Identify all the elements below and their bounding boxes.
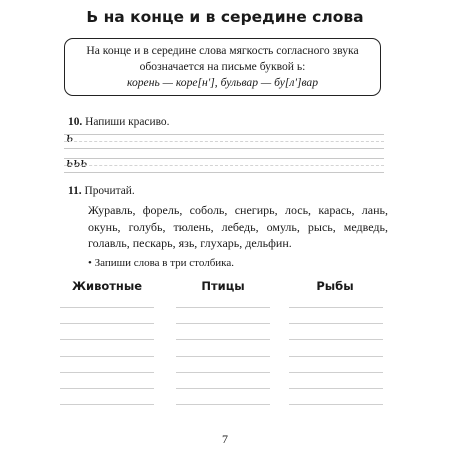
answer-line [289, 388, 383, 389]
answer-line [176, 323, 270, 324]
column-header-animals: Животные [71, 279, 143, 293]
writing-midline [64, 165, 384, 166]
page-title: Ь на конце и в середине слова [86, 8, 364, 26]
column-header-birds: Птицы [201, 279, 245, 293]
writing-line [64, 158, 384, 159]
answer-line [60, 307, 154, 308]
answer-line [289, 323, 383, 324]
rule-line-2: обозначается на письме буквой ь: [139, 60, 306, 73]
page-number: 7 [222, 432, 228, 446]
writing-line [64, 172, 384, 173]
rule-line-1: На конце и в середине слова мягкость согласного звука [86, 44, 359, 57]
column-header-fish: Рыбы [316, 279, 354, 293]
answer-line [60, 323, 154, 324]
answer-line [60, 388, 154, 389]
writing-line [64, 134, 384, 135]
answer-line [289, 339, 383, 340]
answer-line [176, 372, 270, 373]
answer-line [289, 356, 383, 357]
answer-line [176, 307, 270, 308]
handwriting-sample-1: ь [66, 131, 74, 146]
rule-box [64, 38, 381, 96]
task-11-heading [68, 185, 135, 197]
answer-line [289, 372, 383, 373]
task-10-heading [68, 116, 169, 128]
answer-line [176, 339, 270, 340]
rule-examples: корень — коре[н'], бульвар — бу[л']вар [126, 76, 319, 89]
reading-text: Журавль, форель, соболь, снегирь, лось, карась, лань, окунь, голубь, тюлень, лебедь, омуль, рысь, медведь, голавль, пескарь, язь, глухарь, дельфин. [88, 203, 388, 250]
task-11-number: 11. [68, 185, 82, 197]
answer-line [289, 307, 383, 308]
answer-line [60, 356, 154, 357]
answer-line [289, 404, 383, 405]
writing-line [64, 148, 384, 149]
answer-line [60, 404, 154, 405]
task-10-number: 10. [68, 116, 83, 128]
answer-line [176, 356, 270, 357]
answer-line [176, 388, 270, 389]
writing-midline [64, 141, 384, 142]
answer-line [60, 339, 154, 340]
handwriting-sample-2: ььь [66, 156, 88, 171]
task-11-instruction: Прочитай. [84, 185, 135, 197]
task-10-instruction: Напиши красиво. [85, 116, 170, 128]
answer-line [176, 404, 270, 405]
answer-line [60, 372, 154, 373]
task-11-bullet: • Запиши слова в три столбика. [88, 257, 234, 269]
